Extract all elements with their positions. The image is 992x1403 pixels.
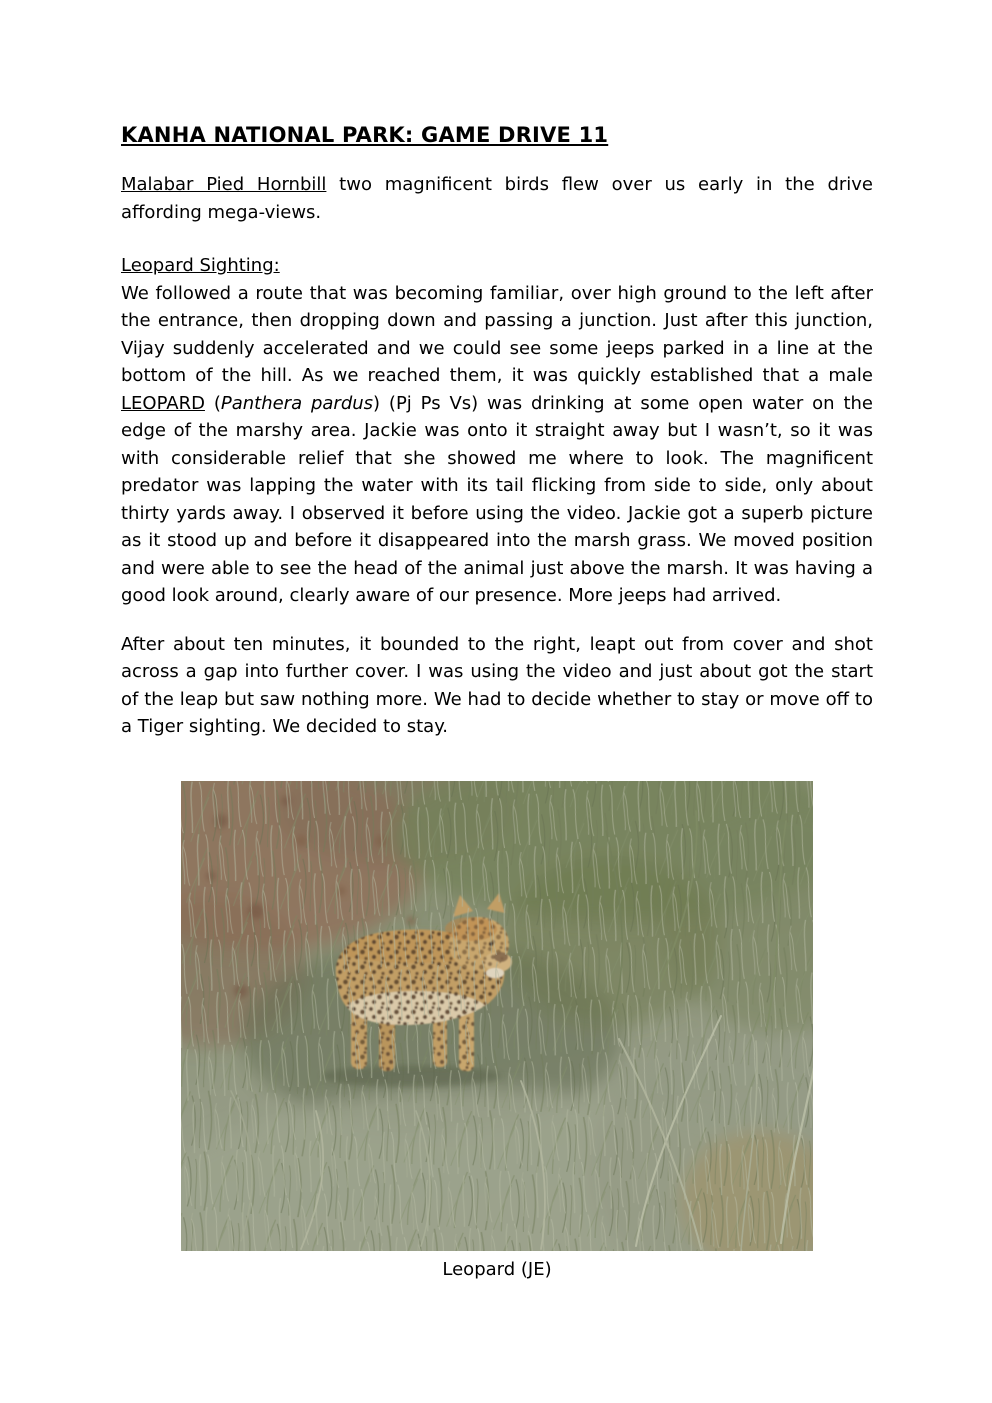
leopard-photo-figure — [181, 781, 813, 1284]
document-title: KANHA NATIONAL PARK: GAME DRIVE 11 — [121, 123, 609, 147]
photo-caption: Leopard (JE) — [442, 1258, 552, 1280]
species-name: LEOPARD — [121, 392, 205, 414]
leopard-photo — [181, 781, 813, 1251]
paragraph-aftermath: After about ten minutes, it bounded to the right, leapt out from cover and shot across a gap into further cover. I was using the video and just about got the start of the leap but saw nothing more. We had to decide whether to stay or move off to a Tiger sighting. We decided to stay. — [121, 633, 873, 737]
paragraph-sighting — [121, 280, 873, 610]
section-leopard-sighting — [121, 252, 873, 610]
sighting-heading: Leopard Sighting: — [121, 255, 280, 276]
hornbill-species-name: Malabar Pied Hornbill — [121, 174, 327, 195]
sighting-text-2: ( — [204, 392, 221, 414]
sighting-text-1: We followed a route that was becoming familiar, over high ground to the left after the entrance, then dropping down and passing a junction. Just after this junction, Vijay suddenly accelerated and we could see some jeeps parked in a line at the bottom of the hill. As we reached them, it was quickly established that a male — [121, 282, 873, 386]
paragraph-hornbill — [121, 171, 873, 226]
scientific-name: Panthera pardus — [220, 392, 374, 414]
sighting-text-3: ) (Pj Ps Vs) was drinking at some open water on the edge of the marshy area. Jackie was onto it straight away but I wasn’t, so it was with considerable relief that she showed me where to look. The magnificent predator was lapping the water with its tail flicking from side to side, only about thirty yards away. I observed it before using the video. Jackie got a superb picture as it stood up and before it disappeared into the marsh grass. We moved position and were able to see the head of the animal just above the marsh. It was having a good look around, clearly aware of our presence. More jeeps had arrived. — [121, 392, 873, 606]
hornbill-text: two magnificent birds flew over us early in the drive affording mega-views. — [121, 174, 874, 223]
